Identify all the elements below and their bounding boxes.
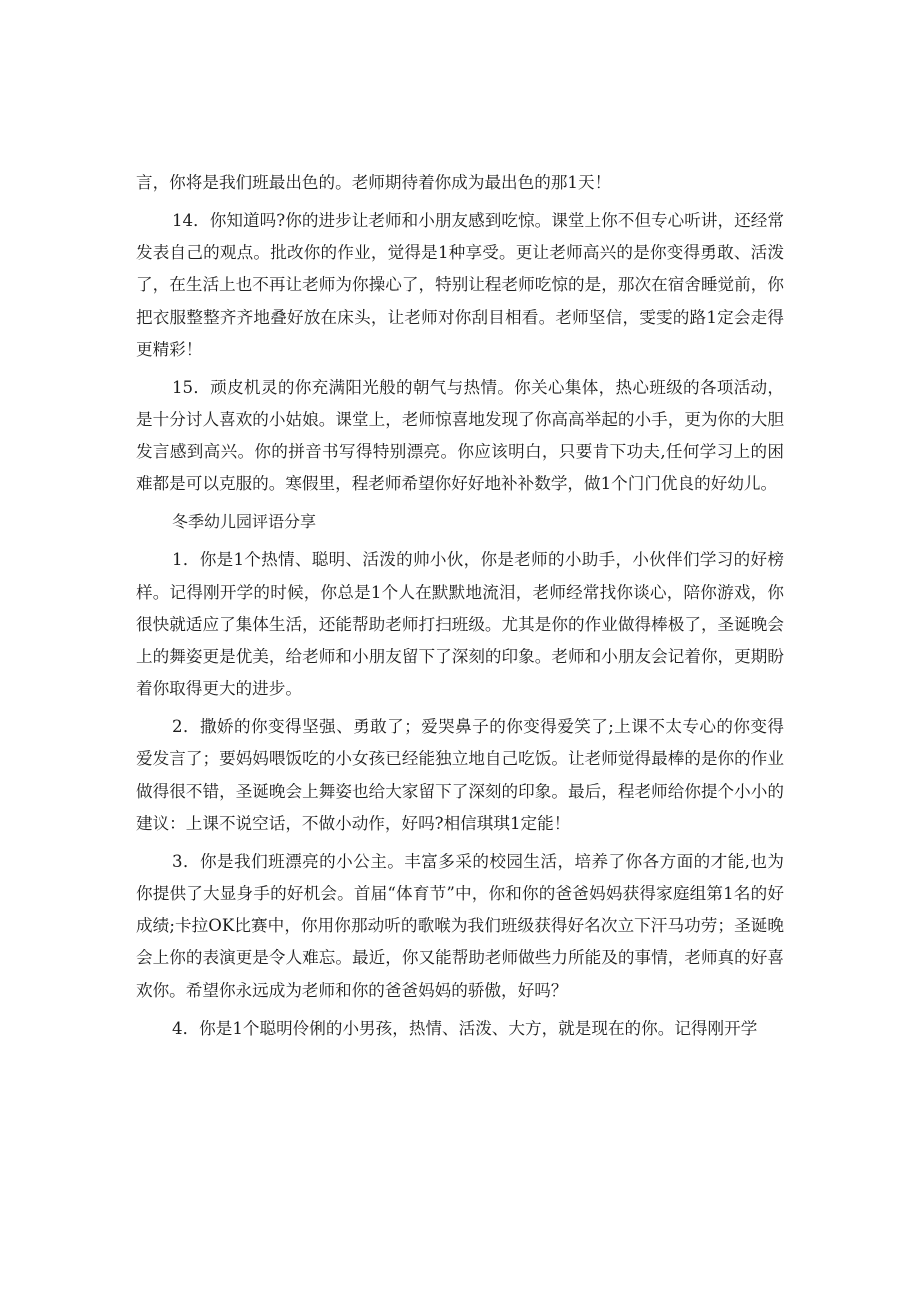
- paragraph-number: 14: [172, 211, 194, 230]
- paragraph-text: ．你是1个聪明伶俐的小男孩，热情、活泼、大方，就是现在的你。记得刚开学: [182, 1018, 758, 1038]
- paragraph-2: [136, 711, 784, 840]
- paragraph-14: [136, 205, 784, 366]
- paragraph-text: ．你是1个热情、聪明、活泼的帅小伙，你是老师的小助手，小伙伴们学习的好榜样。记得刚开学的时候，你总是1个人在默默地流泪，老师经常找你谈心，陪你游戏，你很快就适应了集体生活，还能帮助老师打扫班级。尤其是你的作业做得棒极了，圣诞晚会上的舞姿更是优美，给老师和小朋友留下了深刻的印象。老师和小朋友会记着你，更期盼着你取得更大的进步。: [136, 550, 784, 699]
- paragraph-number: 3: [172, 851, 183, 871]
- paragraph-text: ．顽皮机灵的你充满阳光般的朝气与热情。你关心集体，热心班级的各项活动，是十分讨人喜欢的小姑娘。课堂上，老师惊喜地发现了你高高举起的小手，更为你的大胆发言感到高兴。你的拼音书写得特别漂亮。你应该明白，只要肯下功夫,任何学习上的困难都是可以克服的。寒假里，程老师希望你好好地补补数学，做1个门门优良的好幼儿。: [136, 377, 784, 494]
- paragraph-3: [136, 846, 784, 1007]
- paragraph-1: [136, 544, 784, 705]
- paragraph-number: 2: [172, 717, 183, 737]
- paragraph-text: 言，你将是我们班最出色的。老师期待着你成为最出色的那1天！: [136, 173, 612, 192]
- paragraph-number: 1: [172, 550, 183, 570]
- heading-text: 冬季幼儿园评语分享: [172, 512, 317, 532]
- document-body: [136, 167, 784, 1051]
- section-heading: [136, 506, 784, 538]
- paragraph-text: ．你是我们班漂亮的小公主。丰富多采的校园生活，培养了你各方面的才能,也为你提供了大显身手的好机会。首届“体育节”中，你和你的爸爸妈妈获得家庭组第1名的好成绩;卡拉OK比赛中，你用你那动听的歌喉为我们班级获得好名次立下汗马功劳；圣诞晚会上你的表演更是令人难忘。最近，你又能帮助老师做些力所能及的事情，老师真的好喜欢你。希望你永远成为老师和你的爸爸妈妈的骄傲，好吗？: [136, 851, 784, 1000]
- paragraph-15: [136, 372, 784, 501]
- paragraph-text: ．你知道吗?你的进步让老师和小朋友感到吃惊。课堂上你不但专心听讲，还经常发表自己的观点。批改你的作业，觉得是1种享受。更让老师高兴的是你变得勇敢、活泼了，在生活上也不再让老师为你操心了，特别让程老师吃惊的是，那次在宿舍睡觉前，你把衣服整整齐齐地叠好放在床头，让老师对你刮目相看。老师坚信，雯雯的路1定会走得更精彩！: [136, 211, 784, 359]
- paragraph-text: ．撒娇的你变得坚强、勇敢了；爱哭鼻子的你变得爱笑了;上课不太专心的你变得爱发言了；要妈妈喂饭吃的小女孩已经能独立地自己吃饭。让老师觉得最棒的是你的作业做得很不错，圣诞晚会上舞姿也给大家留下了深刻的印象。最后，程老师给你提个小小的建议：上课不说空话，不做小动作，好吗?相信琪琪1定能！: [136, 717, 784, 833]
- paragraph-continuation: [136, 167, 784, 199]
- paragraph-4: [136, 1013, 784, 1045]
- paragraph-number: 15: [172, 377, 194, 397]
- paragraph-number: 4: [172, 1018, 183, 1038]
